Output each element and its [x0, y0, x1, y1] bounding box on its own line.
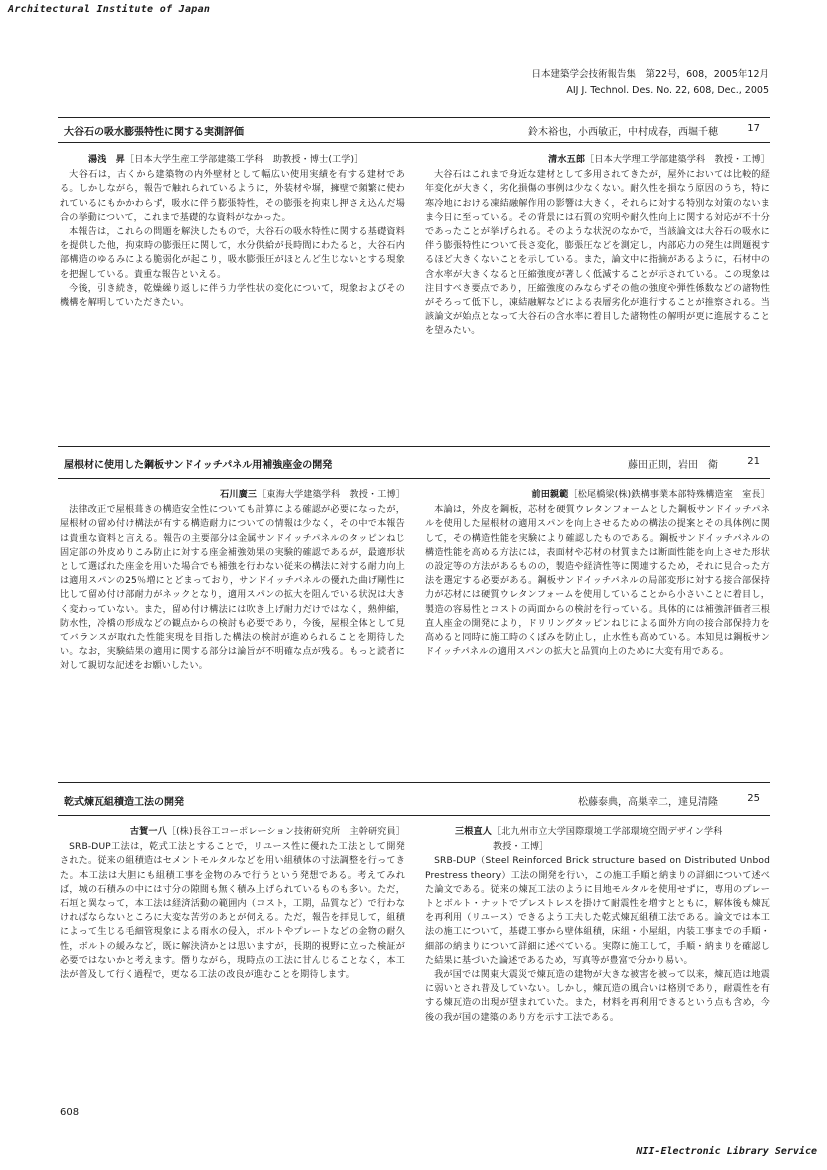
- reviewer-affiliation: ［松尾橋梁(株)鉄構事業本部特殊構造室 室長］: [568, 490, 770, 500]
- paper-title: 屋根材に使用した鋼板サンドイッチパネル用補強座金の開発: [64, 460, 333, 471]
- paper-title: 大谷石の吸水膨張特性に関する実測評価: [64, 127, 244, 138]
- review-paragraph: 本報告は，これらの問題を解決したもので，大谷石の吸水特性に関する基礎資料を提供した他，拘束時の膨張圧に関して，水分供給が長時間にわたると，大谷石内部構造のゆるみによる脆弱化が起こり，吸水膨張圧がほとんど生じないとする現象を把握している。貴重な報告といえる。: [60, 227, 405, 280]
- footer-service: NII-Electronic Library Service: [636, 1146, 817, 1157]
- reviewer-name: 前田親範: [531, 490, 569, 500]
- journal-citation-en: AIJ J. Technol. Des. No. 22, 608, Dec., 2005: [566, 85, 769, 96]
- reviewer-name: 古賀一八: [129, 827, 167, 837]
- review-block: [60, 825, 405, 982]
- review-block: [425, 153, 770, 339]
- section-header: [58, 118, 770, 140]
- paper-title: 乾式煉瓦組積造工法の開発: [64, 797, 184, 808]
- section-header: [58, 451, 770, 473]
- section-divider: [58, 815, 770, 816]
- header-organization: Architectural Institute of Japan: [8, 4, 211, 15]
- reviewer-affiliation: ［日本大学理工学部建築学科 教授・工博］: [585, 155, 770, 165]
- reviewer-name: 石川廣三: [220, 490, 258, 500]
- journal-citation-jp: 日本建築学会技術報告集 第22号，608，2005年12月: [531, 69, 769, 80]
- section-divider: [58, 142, 770, 143]
- reviewer-byline: [60, 825, 405, 839]
- review-block: [425, 488, 770, 659]
- reviewer-byline: [60, 488, 405, 502]
- paper-page: 25: [747, 793, 760, 804]
- section-divider: [58, 478, 770, 479]
- review-paragraph: 我が国では関東大震災で煉瓦造の建物が大きな被害を被って以来，煉瓦造は地震に弱いとされ普及していない。しかし，煉瓦造の風合いは格別であり，耐震性を有する煉瓦造の出現が望まれていた。また，材料を再利用できるという点も含め，今後の我が国の建築のあり方を示す工法である。: [425, 970, 770, 1023]
- review-paragraph: 大谷石はこれまで身近な建材として多用されてきたが，屋外においては比較的経年変化が大きく，劣化損傷の事例は少なくない。耐久性を損なう原因のうち，特に寒冷地における凍結融解作用の影響は大きく，それらに対する特別な対策のないまま今日に至っている。その背景には石質の究明や耐久性向上に関する対応が不十分であったことが挙げられる。そのような状況のなかで，当該論文は大谷石の吸水に伴う膨張特性について長さ変化，膨張圧などを測定し，内部応力の発生は問題視するほど大きくないことを示している。また，論文中に指摘があるように，石材中の含水率が大きくなると圧縮強度が著しく低減することが示されている。この現象は注目すべき要点であり，圧縮強度のみならずその他の強度や弾性係数などの諸物性がそろって低下し，凍結融解などによる表層劣化が進行することが推察される。当該論文が始点となって大谷石の含水率に着目した諸物性の解明が更に進展することを望みたい。: [425, 170, 770, 337]
- review-paragraph: 本論は，外皮を鋼板，芯材を硬質ウレタンフォームとした鋼板サンドイッチパネルを使用した屋根材の適用スパンを向上させるための構法の提案とその具体例に関して，その構造性能を実験により確認したものである。鋼板サンドイッチパネルの構造性能を高める方法には，表面材や芯材の材質または断面性能を向上させた形状の設定等の方法があるものの，製造や経済性等に関連するため，それに見合った方法を選定する必要がある。鋼板サンドイッチパネルの局部変形に対する接合部保持力が芯材には硬質ウレタンフォームを使用していることから小さいことに着目し，製造の容易性とコストの両面からの検討を行っている。具体的には補強評価者三根直人座金の開発により，ドリリングタッピンねじによる面外方向の接合部保持力を高めると同時に施工時のくぼみを防止し，止水性も高めている。本知見は鋼板サンドイッチパネルの適用スパンの拡大と品質向上のために大変有用である。: [425, 505, 770, 658]
- paper-authors: 松藤泰典，高巣幸二，達見清隆: [578, 797, 718, 808]
- reviewer-name: 湯浅 昇: [88, 155, 125, 165]
- reviewer-affiliation: ［日本大学生産工学部建築工学科 助教授・博士(工学)］: [124, 155, 364, 165]
- reviewer-name: 三根直人: [455, 827, 492, 837]
- reviewer-byline: [425, 153, 770, 167]
- reviewer-byline: [425, 825, 770, 839]
- paper-authors: 鈴木裕也，小西敏正，中村成春，西堀千穂: [528, 127, 718, 138]
- reviewer-affiliation: ［東海大学建築学科 教授・工博］: [257, 490, 405, 500]
- page-number: 608: [60, 1107, 80, 1118]
- reviewer-name: 清水五郎: [548, 155, 586, 165]
- reviewer-byline: [60, 153, 405, 167]
- paper-page: 17: [747, 123, 760, 134]
- reviewer-affiliation: ［(株)長谷工コーポレーション技術研究所 主幹研究員］: [166, 827, 405, 837]
- section-divider: [58, 446, 770, 447]
- review-block: [60, 488, 405, 674]
- review-paragraph: 今後，引き続き，乾燥繰り返しに伴う力学性状の変化について，現象およびその機構を解明していただきたい。: [60, 283, 405, 309]
- journal-info: [532, 67, 770, 99]
- reviewer-affiliation-continued: 教授・工博］: [493, 842, 549, 853]
- review-block: [60, 153, 405, 310]
- review-paragraph: 大谷石は，古くから建築物の内外壁材として幅広い使用実績を有する建材である。しかしながら，報告で触れられているように，外装材や塀，擁壁で頻繁に使われているにもかかわらず，吸水に伴う膨張特性，その膨張を拘束し押さえ込んだ場合の挙動について，これまで基礎的な資料がなかった。: [60, 170, 405, 223]
- review-paragraph: 法律改正で屋根葺きの構造安全性についても計算による確認が必要になったが，屋根材の留め付け構法が有する構造耐力についての情報は少なく，その中で本報告は貴重な資料と言える。報告の主要部分は金属サンドイッチパネルのタッピンねじ固定部の外皮めりこみ防止に対する座金補強効果の実験的確認であるが，最適形状として選ばれた座金を用いた場合でも補強を行わない従来の構法に対する耐力向上は適用スパンの25％増にとどまっており，サンドイッチパネルの優れた曲げ剛性に比して留め付け部耐力がネックとなり，適用スパンの拡大を阻んでいる状況は大きく変わっていない。また，留め付け構法には吹き上げ耐力だけではなく，熱伸縮，防水性，冷橋の形成などの観点からの検討も必要であり，今後，屋根全体として見てバランスが取れた性能実現を目指した構法の検討が進められることを期待したい。なお，実験結果の適用に関する部分は論旨が不明確な点が残る。もっと読者に対して親切な記述をお願いしたい。: [60, 505, 405, 672]
- paper-page: 21: [747, 456, 760, 467]
- paper-authors: 藤田正則，岩田 衛: [628, 460, 718, 471]
- reviewer-byline: [425, 488, 770, 502]
- section-divider: [58, 782, 770, 783]
- review-paragraph: SRB-DUP（Steel Reinforced Brick structure based on Distributed Unbod Prestress theory）工法の開発を行い，この施工手順と納まりの詳細について述べた論文である。従来の煉瓦工法のように目地モルタルを使用せずに，専用のプレートとボルト・ナットでプレストレスを掛けて耐震性を増すとともに，解体後も煉瓦を再利用（リユース）できるよう工夫した乾式煉瓦組積工法である。論文では本工法の施工について，基礎工事から壁体組積，床組・小屋組，内装工事までの手順・細部の納まりについて詳細に述べている。実際に施工して，手順・納まりを確認した結果に基づいた論述であるため，写真等が豊富で分かり易い。: [425, 856, 770, 966]
- section-header: [58, 788, 770, 810]
- review-block: [425, 825, 770, 1025]
- review-paragraph: SRB-DUP工法は，乾式工法とすることで，リユース性に優れた工法として開発された。従来の組積造はセメントモルタルなどを用い組積体の寸法調整を行ってきた。本工法は大胆にも組積工事を金物のみで行うという発想である。考えてみれば，城の石積みの中には寸分の隙間も無く積み上げられているものも多い。ただ，石垣と異なって，本工法は経済活動の範囲内（コスト，工期，品質など）で行わなければならないところに大変な苦労のあとが伺える。ただ，報告を拝見して，組積によって生じる毛細管現象による雨水の侵入，ボルトやプレートなどの金物の耐久性，ボルトの緩みなど，既に解決済かとは思いますが，長期的視野に立った検証が必要ではないかと考えます。僭りながら，現時点の工法に甘んじることなく，本工法が普及して行く過程で，更なる工法の改良が進むことを期待します。: [60, 842, 405, 981]
- reviewer-affiliation: ［北九州市立大学国際環境工学部環境空間デザイン学科: [491, 827, 723, 837]
